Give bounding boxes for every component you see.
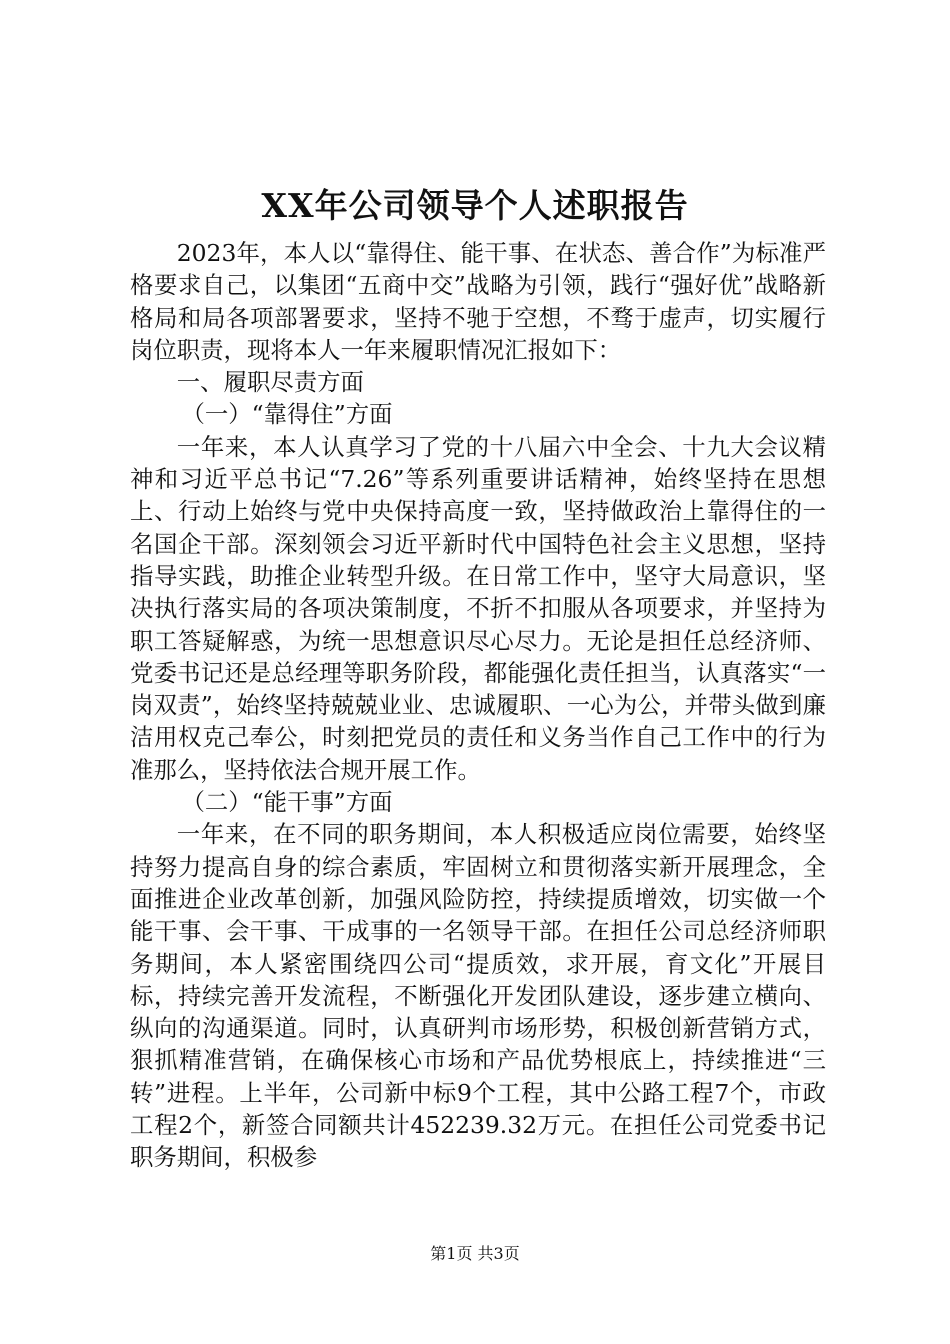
document-title: XX年公司领导个人述职报告: [261, 186, 689, 225]
page-footer: 第1页 共3页: [430, 1244, 520, 1263]
body-paragraph: 一年来，在不同的职务期间，本人积极适应岗位需要，始终坚持努力提高自身的综合素质，牢固树立和贯彻落实新开展理念，全面推进企业改革创新，加强风险防控，持续提质增效，切实做一个能干事、会干事、干成事的一名领导干部。在担任公司总经济师职务期间，本人紧密围绕四公司“提质效，求开展，育文化”开展目标，持续完善开发流程，不断强化开发团队建设，逐步建立横向、纵向的沟通渠道。同时，认真研判市场形势，积极创新营销方式，狠抓精准营销，在确保核心市场和产品优势根底上，持续推进“三转”进程。上半年，公司新中标9个工程，其中公路工程7个，市政工程2个，新签合同额共计452239.32万元。在担任公司党委书记职务期间，积极参: [130, 820, 826, 1172]
intro-paragraph: 2023年，本人以“靠得住、能干事、在状态、善合作”为标准严格要求自己，以集团“五商中交”战略为引领，践行“强好优”战略新格局和局各项部署要求，坚持不驰于空想，不骛于虚声，切实履行岗位职责，现将本人一年来履职情况汇报如下：: [130, 239, 826, 364]
document-body: [130, 237, 826, 1174]
section-heading: 一、履职尽责方面: [176, 368, 364, 397]
subsection-heading: （一）“靠得住”方面: [181, 400, 393, 429]
body-paragraph: 一年来，本人认真学习了党的十八届六中全会、十九大会议精神和习近平总书记“7.26”等系列重要讲话精神，始终坚持在思想上、行动上始终与党中央保持高度一致，坚持做政治上靠得住的一名国企干部。深刻领会习近平新时代中国特色社会主义思想，坚持指导实践，助推企业转型升级。在日常工作中，坚守大局意识，坚决执行落实局的各项决策制度，不折不扣服从各项要求，并坚持为职工答疑解惑，为统一思想意识尽心尽力。无论是担任总经济师、党委书记还是总经理等职务阶段，都能强化责任担当，认真落实“一岗双责”，始终坚持兢兢业业、忠诚履职、一心为公，并带头做到廉洁用权克己奉公，时刻把党员的责任和义务当作自己工作中的行为准那么，坚持依法合规开展工作。: [130, 432, 826, 784]
subsection-heading: （二）“能干事”方面: [181, 788, 393, 817]
